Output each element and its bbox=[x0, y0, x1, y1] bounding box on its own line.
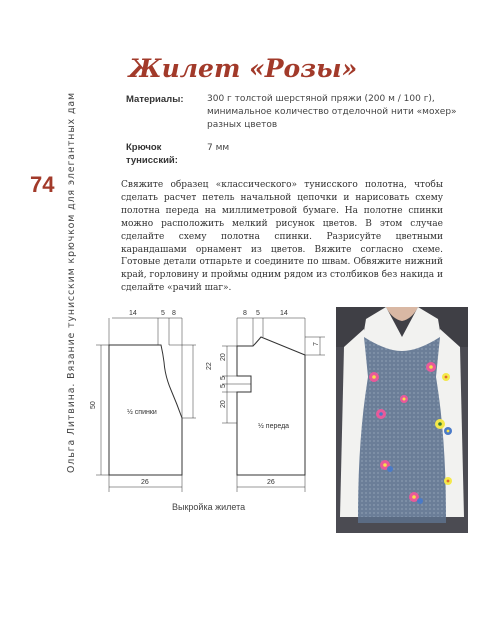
book-title-vertical: Ольга Литвина. Вязание тунисским крючком для элегантных дам bbox=[66, 92, 77, 473]
front-dim-side-4: 20 bbox=[220, 400, 227, 408]
front-dim-top-3: 14 bbox=[280, 310, 288, 317]
page-title: Жилет «Розы» bbox=[128, 54, 358, 83]
materials-label: Материалы: bbox=[126, 94, 184, 105]
front-dim-side-2: 5 bbox=[220, 376, 227, 380]
front-dim-top-1: 8 bbox=[243, 310, 247, 317]
pattern-caption: Выкройка жилета bbox=[172, 502, 246, 512]
front-dim-width: 26 bbox=[267, 479, 275, 486]
front-dim-neck: 7 bbox=[313, 342, 320, 346]
front-dim-side-1: 20 bbox=[220, 353, 227, 361]
back-dim-top-1: 14 bbox=[129, 310, 137, 317]
back-dim-height: 50 bbox=[90, 401, 97, 409]
materials-line-2: минимальное количество отделочной нити «мохер» bbox=[207, 107, 457, 117]
front-outline bbox=[237, 337, 305, 475]
hook-label-line-2: тунисский: bbox=[126, 155, 178, 166]
materials-line-3: разных цветов bbox=[207, 120, 278, 130]
back-label: ½ спинки bbox=[127, 409, 157, 416]
back-dim-top-2: 5 bbox=[161, 310, 165, 317]
vest-photo-illustration bbox=[336, 307, 468, 533]
front-label: ½ переда bbox=[258, 423, 290, 430]
page-number: 74 bbox=[30, 172, 55, 197]
hook-size-value: 7 мм bbox=[207, 143, 230, 153]
front-pattern bbox=[222, 318, 325, 492]
front-dim-side-3: 5 bbox=[220, 384, 227, 388]
back-dim-width: 26 bbox=[141, 479, 149, 486]
back-dim-armhole: 22 bbox=[206, 362, 213, 370]
vest-photo bbox=[336, 307, 468, 533]
hook-label-line-1: Крючок bbox=[126, 142, 162, 153]
back-dim-top-3: 8 bbox=[172, 310, 176, 317]
back-pattern bbox=[96, 318, 196, 492]
instructions-paragraph: Свяжите образец «классического» тунисского полотна, чтобы сделать расчет петель начальной цепочки и нарисовать схему полотна переда на миллиметровой бумаге. На полотне спинки можно расположить мелкий рисунок цветов. В этом случае сделайте схему полотна спинки. Разрисуйте цветными карандашами орнамент из цветов. Вяжите согласно схеме. Готовые детали отпарьте и соедините по швам. Обвяжите нижний край, горловину и проймы одним рядом из столбиков без накида и сделайте «рачий шаг». bbox=[121, 180, 443, 294]
materials-line-1: 300 г толстой шерстяной пряжи (200 м / 100 г), bbox=[207, 94, 435, 104]
front-dim-top-2: 5 bbox=[256, 310, 260, 317]
